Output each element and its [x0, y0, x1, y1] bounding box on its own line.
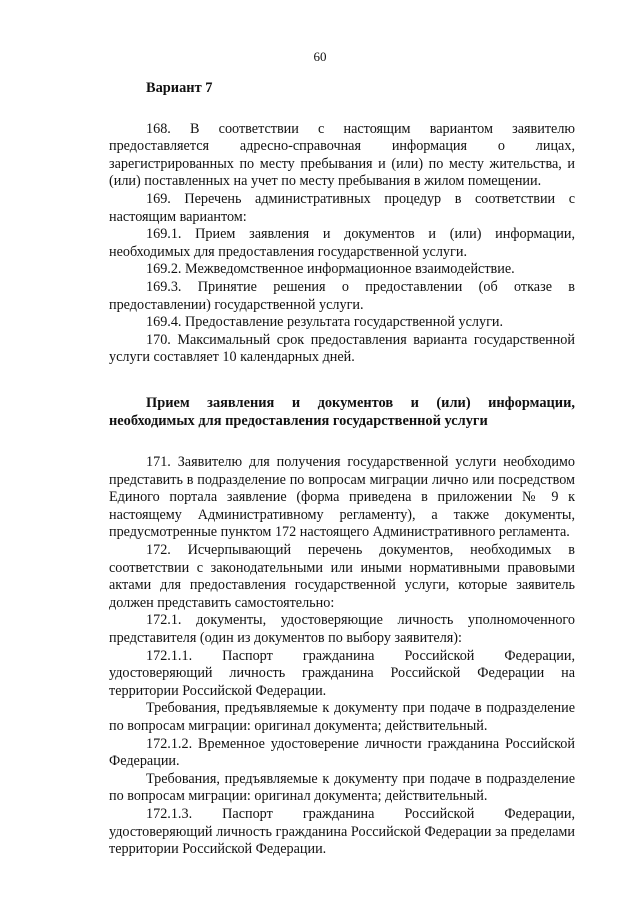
paragraph-171: 171. Заявителю для получения государственной услуги необходимо представить в подразделение по вопросам миграции лично или посредством Единого портала заявление (форма приведена в приложении № 9 к настоящему Административному регламенту), а также документы, предусмотренные пунктом 172 настоящего Административного регламента. [109, 454, 575, 541]
variant-title: Вариант 7 [146, 80, 213, 96]
paragraph-168: 168. В соответствии с настоящим вариантом заявителю предоставляется адресно-справочная информация о лицах, зарегистрированных по месту пребывания и (или) по месту жительства, и (или) поставленных на учет по месту пребывания в жилом помещении. [109, 120, 575, 190]
paragraph-172-1-2: 172.1.2. Временное удостоверение личности гражданина Российской Федерации. [109, 735, 575, 770]
paragraph-group-after [109, 454, 575, 859]
paragraph-169-3: 169.3. Принятие решения о предоставлении (об отказе в предоставлении) государственной услуги. [109, 278, 575, 313]
paragraph-170: 170. Максимальный срок предоставления варианта государственной услуги составляет 10 календарных дней. [109, 331, 575, 366]
paragraph-169-1: 169.1. Прием заявления и документов и (или) информации, необходимых для предоставления государственной услуги. [109, 226, 575, 260]
paragraph-requirements-1: Требования, предъявляемые к документу при подаче в подразделение по вопросам миграции: оригинал документа; действительный. [109, 700, 575, 734]
paragraph-169-2: 169.2. Межведомственное информационное взаимодействие. [146, 261, 515, 278]
paragraph-172-1: 172.1. документы, удостоверяющие личность уполномоченного представителя (один из документов по выбору заявителя): [109, 612, 575, 647]
paragraph-172-1-1: 172.1.1. Паспорт гражданина Российской Федерации, удостоверяющий личность гражданина Российской Федерации на территории Российской Федерации. [109, 647, 575, 699]
page-number: 60 [313, 49, 327, 64]
paragraph-requirements-2: Требования, предъявляемые к документу при подаче в подразделение по вопросам миграции: оригинал документа; действительный. [109, 770, 575, 805]
paragraph-172: 172. Исчерпывающий перечень документов, необходимых в соответствии с законодательными или иными нормативными правовыми актами для предоставления государственной услуги, которые заявитель должен представить самостоятельно: [109, 542, 575, 611]
document-body [109, 80, 575, 859]
paragraph-group-before [109, 121, 575, 367]
paragraph-169-4: 169.4. Предоставление результата государственной услуги. [146, 314, 504, 331]
paragraph-169: 169. Перечень административных процедур в соответствии с настоящим вариантом: [109, 190, 575, 225]
section-heading: Прием заявления и документов и (или) информации, необходимых для предоставления государственной услуги [109, 394, 575, 429]
paragraph-172-1-3: 172.1.3. Паспорт гражданина Российской Федерации, удостоверяющий личность гражданина Российской Федерации за пределами территории Российской Федерации. [109, 805, 575, 858]
